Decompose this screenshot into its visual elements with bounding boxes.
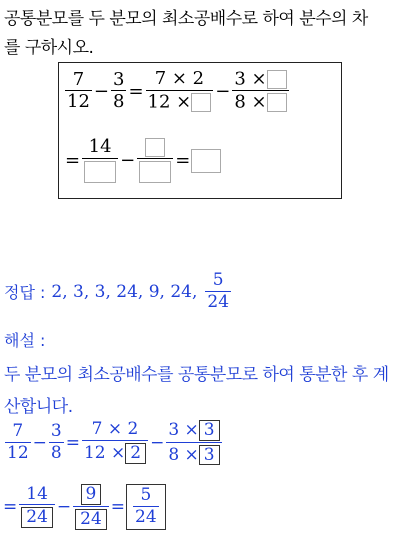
fraction-blank-blank — [137, 138, 173, 183]
minus-sign: − — [120, 150, 136, 172]
problem-row-1 — [64, 70, 290, 113]
fraction-expanded-2: $\frac{3 \times 3}{8 \times 3}$ — [166, 420, 221, 465]
equals-sign: = — [65, 150, 81, 172]
fraction-5-24: $\frac{5}{24}$ — [135, 485, 157, 527]
explanation-row-1: $\frac{7}{12}$ − $\frac{3}{8}$ = $\frac{7 \times 2}{12 \times 2}$ − $\frac{3 \times 3}{8 \times 3}$ — [4, 420, 223, 465]
explanation-label: 해설 : — [4, 331, 46, 350]
minus-sign: − — [215, 80, 231, 102]
answer-label: 정답 : — [4, 283, 46, 303]
blank-box[interactable] — [267, 70, 287, 89]
filled-box: 2 — [125, 443, 146, 464]
fraction-expanded-1: $\frac{7 \times 2}{12 \times}$ — [146, 70, 214, 112]
blank-box[interactable] — [145, 138, 165, 157]
answer-values: 2, 3, 3, 24, 9, 24, — [51, 281, 198, 302]
minus-sign: − — [93, 80, 109, 102]
filled-box: 3 — [199, 420, 220, 441]
filled-box: 9 — [81, 484, 102, 505]
fraction-7-12: $\frac{7}{12}$ — [7, 420, 29, 463]
filled-box: 24 — [75, 509, 107, 530]
blank-box[interactable] — [267, 93, 287, 112]
equals-sign: = — [175, 150, 191, 172]
answer-line — [4, 272, 232, 312]
fraction-3-8: $\frac{3}{8}$ — [113, 68, 125, 113]
explanation-line-1: 두 분모의 최소공배수를 공통분모로 하여 통분한 후 계 — [4, 365, 389, 385]
blank-box[interactable] — [191, 149, 221, 173]
explanation-line-2: 산합니다. — [4, 397, 73, 417]
fraction-7-12: $\frac{7}{12}$ — [67, 68, 90, 113]
problem-row-2 — [64, 138, 221, 183]
filled-box: 3 — [199, 445, 220, 466]
blank-box[interactable] — [139, 161, 171, 183]
blank-box[interactable] — [84, 161, 116, 183]
equals-sign: = — [128, 80, 144, 102]
fraction-expanded-2: $\frac{3 \times}{8 \times}$ — [232, 70, 288, 113]
fraction-3-8: $\frac{3}{8}$ — [50, 420, 62, 463]
question-line-1: 공통분모를 두 분모의 최소공배수로 하여 분수의 차 — [4, 9, 368, 29]
blank-box[interactable] — [191, 93, 211, 112]
fraction-14-24: $\frac{14}{24}$ — [19, 486, 55, 529]
explanation-row-2: = $\frac{14}{24}$ − $\frac{9}{24}$ = $\frac{5}{24}$ — [2, 484, 166, 530]
result-box — [126, 484, 166, 530]
answer-final-fraction: $\frac{5}{24}$ — [207, 270, 230, 312]
question-line-2: 를 구하시오. — [4, 38, 94, 58]
fraction-9-24 — [73, 484, 109, 529]
filled-box: 24 — [21, 507, 53, 528]
fraction-14-blank: 14 — [82, 138, 118, 183]
fraction-expanded-1: $\frac{7 \times 2}{12 \times 2}$ — [82, 421, 148, 464]
